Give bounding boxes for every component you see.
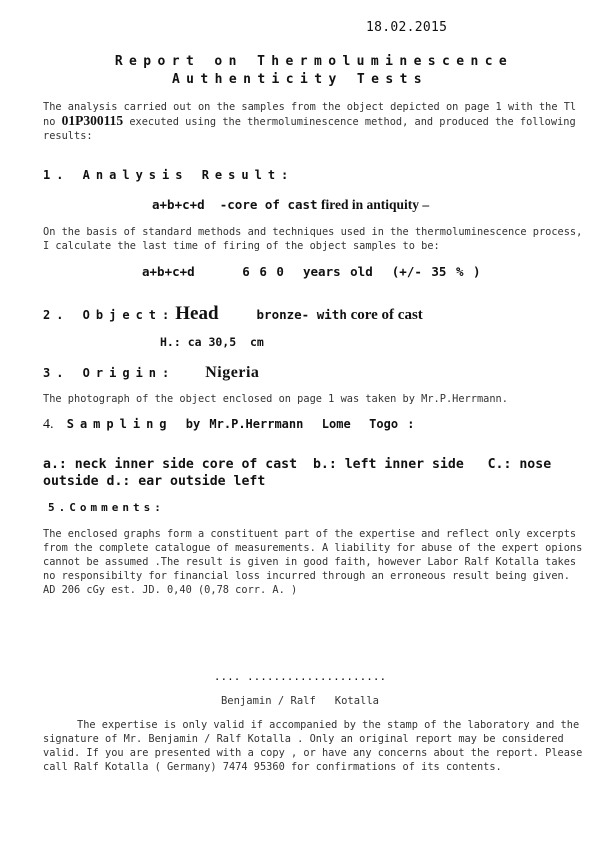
sampling-value: by Mr.P.Herrmann Lome Togo : bbox=[185, 417, 415, 431]
report-title: Report on Thermoluminescence bbox=[114, 54, 514, 69]
signature-line: .... ..................... bbox=[213, 670, 387, 683]
intro-paragraph bbox=[43, 100, 583, 143]
origin-label: 3. Origin: bbox=[43, 366, 176, 380]
object-value: Head bbox=[175, 303, 219, 324]
section-comments-heading: 5.Comments: bbox=[48, 501, 165, 514]
object-label: 2. Object: bbox=[43, 308, 176, 322]
result-tail: fired in antiquity – bbox=[317, 197, 430, 212]
validity-text: The expertise is only valid if accompanied by the stamp of the laboratory and the signature of Mr. Benjamin / Ralf Kotalla . Only an original report may be considered valid. If you are presented with a copy , or have any concerns about the report. Please call Ralf Kotalla ( Germany) 7474 95360 for confirmations of its contents. bbox=[43, 719, 583, 773]
report-subtitle: Authenticity Tests bbox=[171, 72, 429, 87]
signature-name: Benjamin / Ralf Kotalla bbox=[220, 695, 380, 707]
validity-paragraph bbox=[43, 718, 583, 774]
intro-text-end: executed using the thermoluminescence method, and produced the following results: bbox=[43, 116, 576, 142]
result-text: -core of cast bbox=[204, 197, 318, 212]
photo-note: The photograph of the object enclosed on page 1 was taken by Mr.P.Herrmann. bbox=[43, 393, 508, 405]
comments-paragraph: The enclosed graphs form a constituent part of the expertise and reflect only excerpts from the complete catalogue of measurements. A liability for abuse of the expert opions cannot be assumed .The result is given in good faith, however Labor Ralf Kotalla takes no responsibilty for financial loss incurred through an erroneous result being given. AD 206 cGy est. JD. 0,40 (0,78 corr. A. ) bbox=[43, 528, 583, 596]
intro-text-start: The analysis carried out on the samples from the object depicted on page 1 with the Tl no bbox=[43, 101, 577, 128]
age-result: a+b+c+d 6 6 0 years old (+/- 35 % ) bbox=[142, 264, 481, 279]
basis-paragraph: On the basis of standard methods and techniques used in the thermoluminescence process, I calculate the last time of firing of the object samples to be: bbox=[43, 226, 583, 252]
section-analysis-heading: 1. Analysis Result: bbox=[43, 168, 295, 182]
object-height: H.: ca 30,5 cm bbox=[160, 335, 264, 349]
origin-value: Nigeria bbox=[205, 364, 260, 381]
report-date: 18.02.2015 bbox=[366, 20, 448, 35]
sampling-label: Sampling bbox=[53, 417, 186, 431]
sampling-number: 4. bbox=[43, 417, 54, 432]
section-sampling bbox=[43, 417, 415, 433]
tl-number: 01P300115 bbox=[61, 113, 124, 128]
result-code: a+b+c+d bbox=[152, 197, 205, 212]
object-material-tail: core of cast bbox=[346, 307, 423, 323]
section-origin bbox=[43, 364, 259, 382]
section-object bbox=[43, 303, 423, 325]
sample-locations: a.: neck inner side core of cast b.: left inner side C.: nose outside d.: ear outside left bbox=[43, 457, 560, 489]
analysis-result bbox=[152, 197, 429, 213]
object-material: bronze- with bbox=[256, 307, 347, 322]
